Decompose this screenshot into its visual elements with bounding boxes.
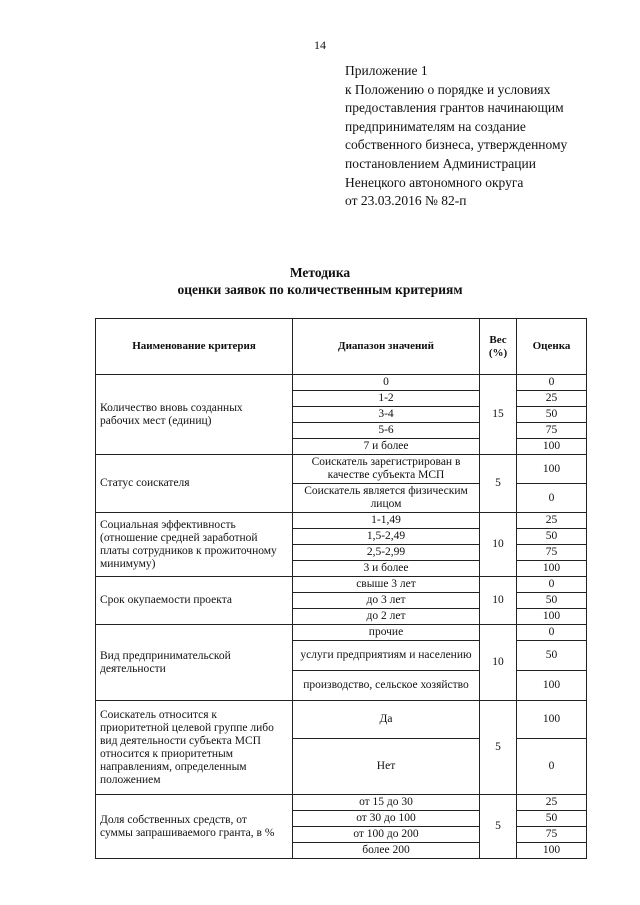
header-score: Оценка bbox=[517, 319, 587, 375]
score-cell: 75 bbox=[517, 545, 587, 561]
range-cell: от 100 до 200 bbox=[293, 827, 480, 843]
weight-cell: 10 bbox=[480, 577, 517, 625]
score-cell: 0 bbox=[517, 577, 587, 593]
criterion-name-line: Статус соискателя bbox=[100, 477, 190, 489]
title-line-2: оценки заявок по количественным критериям bbox=[177, 282, 463, 297]
range-cell: услуги предприятиям и населению bbox=[293, 641, 480, 671]
appendix-line: от 23.03.2016 № 82-п bbox=[345, 193, 467, 209]
table-row bbox=[96, 455, 587, 484]
appendix-line: к Положению о порядке и условиях bbox=[345, 81, 551, 97]
score-cell: 25 bbox=[517, 513, 587, 529]
range-cell: прочие bbox=[293, 625, 480, 641]
criteria-table-body bbox=[96, 319, 587, 859]
range-cell: Соискатель зарегистрирован в качестве субъекта МСП bbox=[293, 455, 480, 484]
criterion-name bbox=[96, 577, 293, 625]
criterion-name-line: Вид предпринимательской bbox=[100, 649, 231, 662]
score-cell: 50 bbox=[517, 811, 587, 827]
criterion-name-line: Социальная эффективность bbox=[100, 518, 236, 531]
score-cell: 25 bbox=[517, 795, 587, 811]
criterion-name bbox=[96, 795, 293, 859]
score-cell: 0 bbox=[517, 739, 587, 795]
criterion-name-line: рабочих мест (единиц) bbox=[100, 414, 212, 427]
criterion-name-line: Соискатель относится к bbox=[100, 708, 217, 721]
appendix-line: постановлением Администрации bbox=[345, 155, 536, 171]
table-row bbox=[96, 375, 587, 391]
table-row bbox=[96, 513, 587, 529]
criterion-name-line: суммы запрашиваемого гранта, в % bbox=[100, 826, 275, 839]
range-cell: 7 и более bbox=[293, 439, 480, 455]
criterion-name bbox=[96, 625, 293, 701]
score-cell: 100 bbox=[517, 843, 587, 859]
score-cell: 0 bbox=[517, 625, 587, 641]
range-cell: 0 bbox=[293, 375, 480, 391]
score-cell: 50 bbox=[517, 641, 587, 671]
criterion-name-line: деятельности bbox=[100, 662, 166, 675]
appendix-line: Приложение 1 bbox=[345, 63, 428, 78]
score-cell: 100 bbox=[517, 455, 587, 484]
table-header-row bbox=[96, 319, 587, 375]
score-cell: 50 bbox=[517, 593, 587, 609]
criterion-name-line: платы сотрудников к прожиточному bbox=[100, 544, 277, 557]
weight-cell: 10 bbox=[480, 625, 517, 701]
score-cell: 50 bbox=[517, 529, 587, 545]
appendix-line: собственного бизнеса, утвержденному bbox=[345, 137, 568, 153]
range-cell: 1,5-2,49 bbox=[293, 529, 480, 545]
range-cell: производство, сельское хозяйство bbox=[293, 671, 480, 701]
header-weight: Вес (%) bbox=[480, 319, 517, 375]
weight-cell: 5 bbox=[480, 795, 517, 859]
document-title bbox=[0, 264, 640, 298]
criterion-name-line: вид деятельности субъекта МСП bbox=[100, 734, 261, 747]
range-cell: 3 и более bbox=[293, 561, 480, 577]
criterion-name-line: положением bbox=[100, 773, 161, 786]
weight-cell: 5 bbox=[480, 455, 517, 513]
score-cell: 100 bbox=[517, 701, 587, 739]
weight-cell: 15 bbox=[480, 375, 517, 455]
header-range: Диапазон значений bbox=[293, 319, 480, 375]
score-cell: 100 bbox=[517, 439, 587, 455]
range-cell: от 30 до 100 bbox=[293, 811, 480, 827]
table-row bbox=[96, 701, 587, 739]
range-cell: Соискатель является физическим лицом bbox=[293, 484, 480, 513]
criterion-name bbox=[96, 455, 293, 513]
appendix-note bbox=[345, 62, 635, 211]
appendix-line: предоставления грантов начинающим bbox=[345, 100, 564, 116]
criterion-name bbox=[96, 375, 293, 455]
range-cell: 3-4 bbox=[293, 407, 480, 423]
score-cell: 100 bbox=[517, 609, 587, 625]
criterion-name bbox=[96, 701, 293, 795]
weight-cell: 5 bbox=[480, 701, 517, 795]
table-row bbox=[96, 577, 587, 593]
criterion-name-line: минимуму) bbox=[100, 557, 156, 570]
score-cell: 25 bbox=[517, 391, 587, 407]
header-criterion: Наименование критерия bbox=[96, 319, 293, 375]
score-cell: 50 bbox=[517, 407, 587, 423]
range-cell: более 200 bbox=[293, 843, 480, 859]
score-cell: 100 bbox=[517, 671, 587, 701]
criterion-name-line: приоритетной целевой группе либо bbox=[100, 721, 274, 734]
criterion-name-line: относится к приоритетным bbox=[100, 747, 233, 760]
criterion-name-line: (отношение средней заработной bbox=[100, 531, 258, 544]
table-row bbox=[96, 795, 587, 811]
title-line-1: Методика bbox=[289, 265, 351, 280]
appendix-line: предпринимателям на создание bbox=[345, 118, 526, 134]
appendix-line: Ненецкого автономного округа bbox=[345, 174, 524, 190]
score-cell: 100 bbox=[517, 561, 587, 577]
weight-cell: 10 bbox=[480, 513, 517, 577]
page-number: 14 bbox=[314, 38, 326, 52]
score-cell: 75 bbox=[517, 827, 587, 843]
range-cell: свыше 3 лет bbox=[293, 577, 480, 593]
range-cell: Да bbox=[293, 701, 480, 739]
range-cell: Нет bbox=[293, 739, 480, 795]
range-cell: 1-2 bbox=[293, 391, 480, 407]
score-cell: 0 bbox=[517, 375, 587, 391]
range-cell: до 2 лет bbox=[293, 609, 480, 625]
range-cell: 2,5-2,99 bbox=[293, 545, 480, 561]
range-cell: до 3 лет bbox=[293, 593, 480, 609]
range-cell: 1-1,49 bbox=[293, 513, 480, 529]
criterion-name-line: Количество вновь созданных bbox=[100, 401, 243, 414]
criterion-name-line: направлениям, определенным bbox=[100, 760, 247, 773]
criterion-name-line: Срок окупаемости проекта bbox=[100, 594, 232, 606]
range-cell: от 15 до 30 bbox=[293, 795, 480, 811]
table-row bbox=[96, 625, 587, 641]
score-cell: 75 bbox=[517, 423, 587, 439]
criterion-name-line: Доля собственных средств, от bbox=[100, 813, 247, 826]
range-cell: 5-6 bbox=[293, 423, 480, 439]
criteria-table bbox=[95, 318, 587, 859]
score-cell: 0 bbox=[517, 484, 587, 513]
criterion-name bbox=[96, 513, 293, 577]
